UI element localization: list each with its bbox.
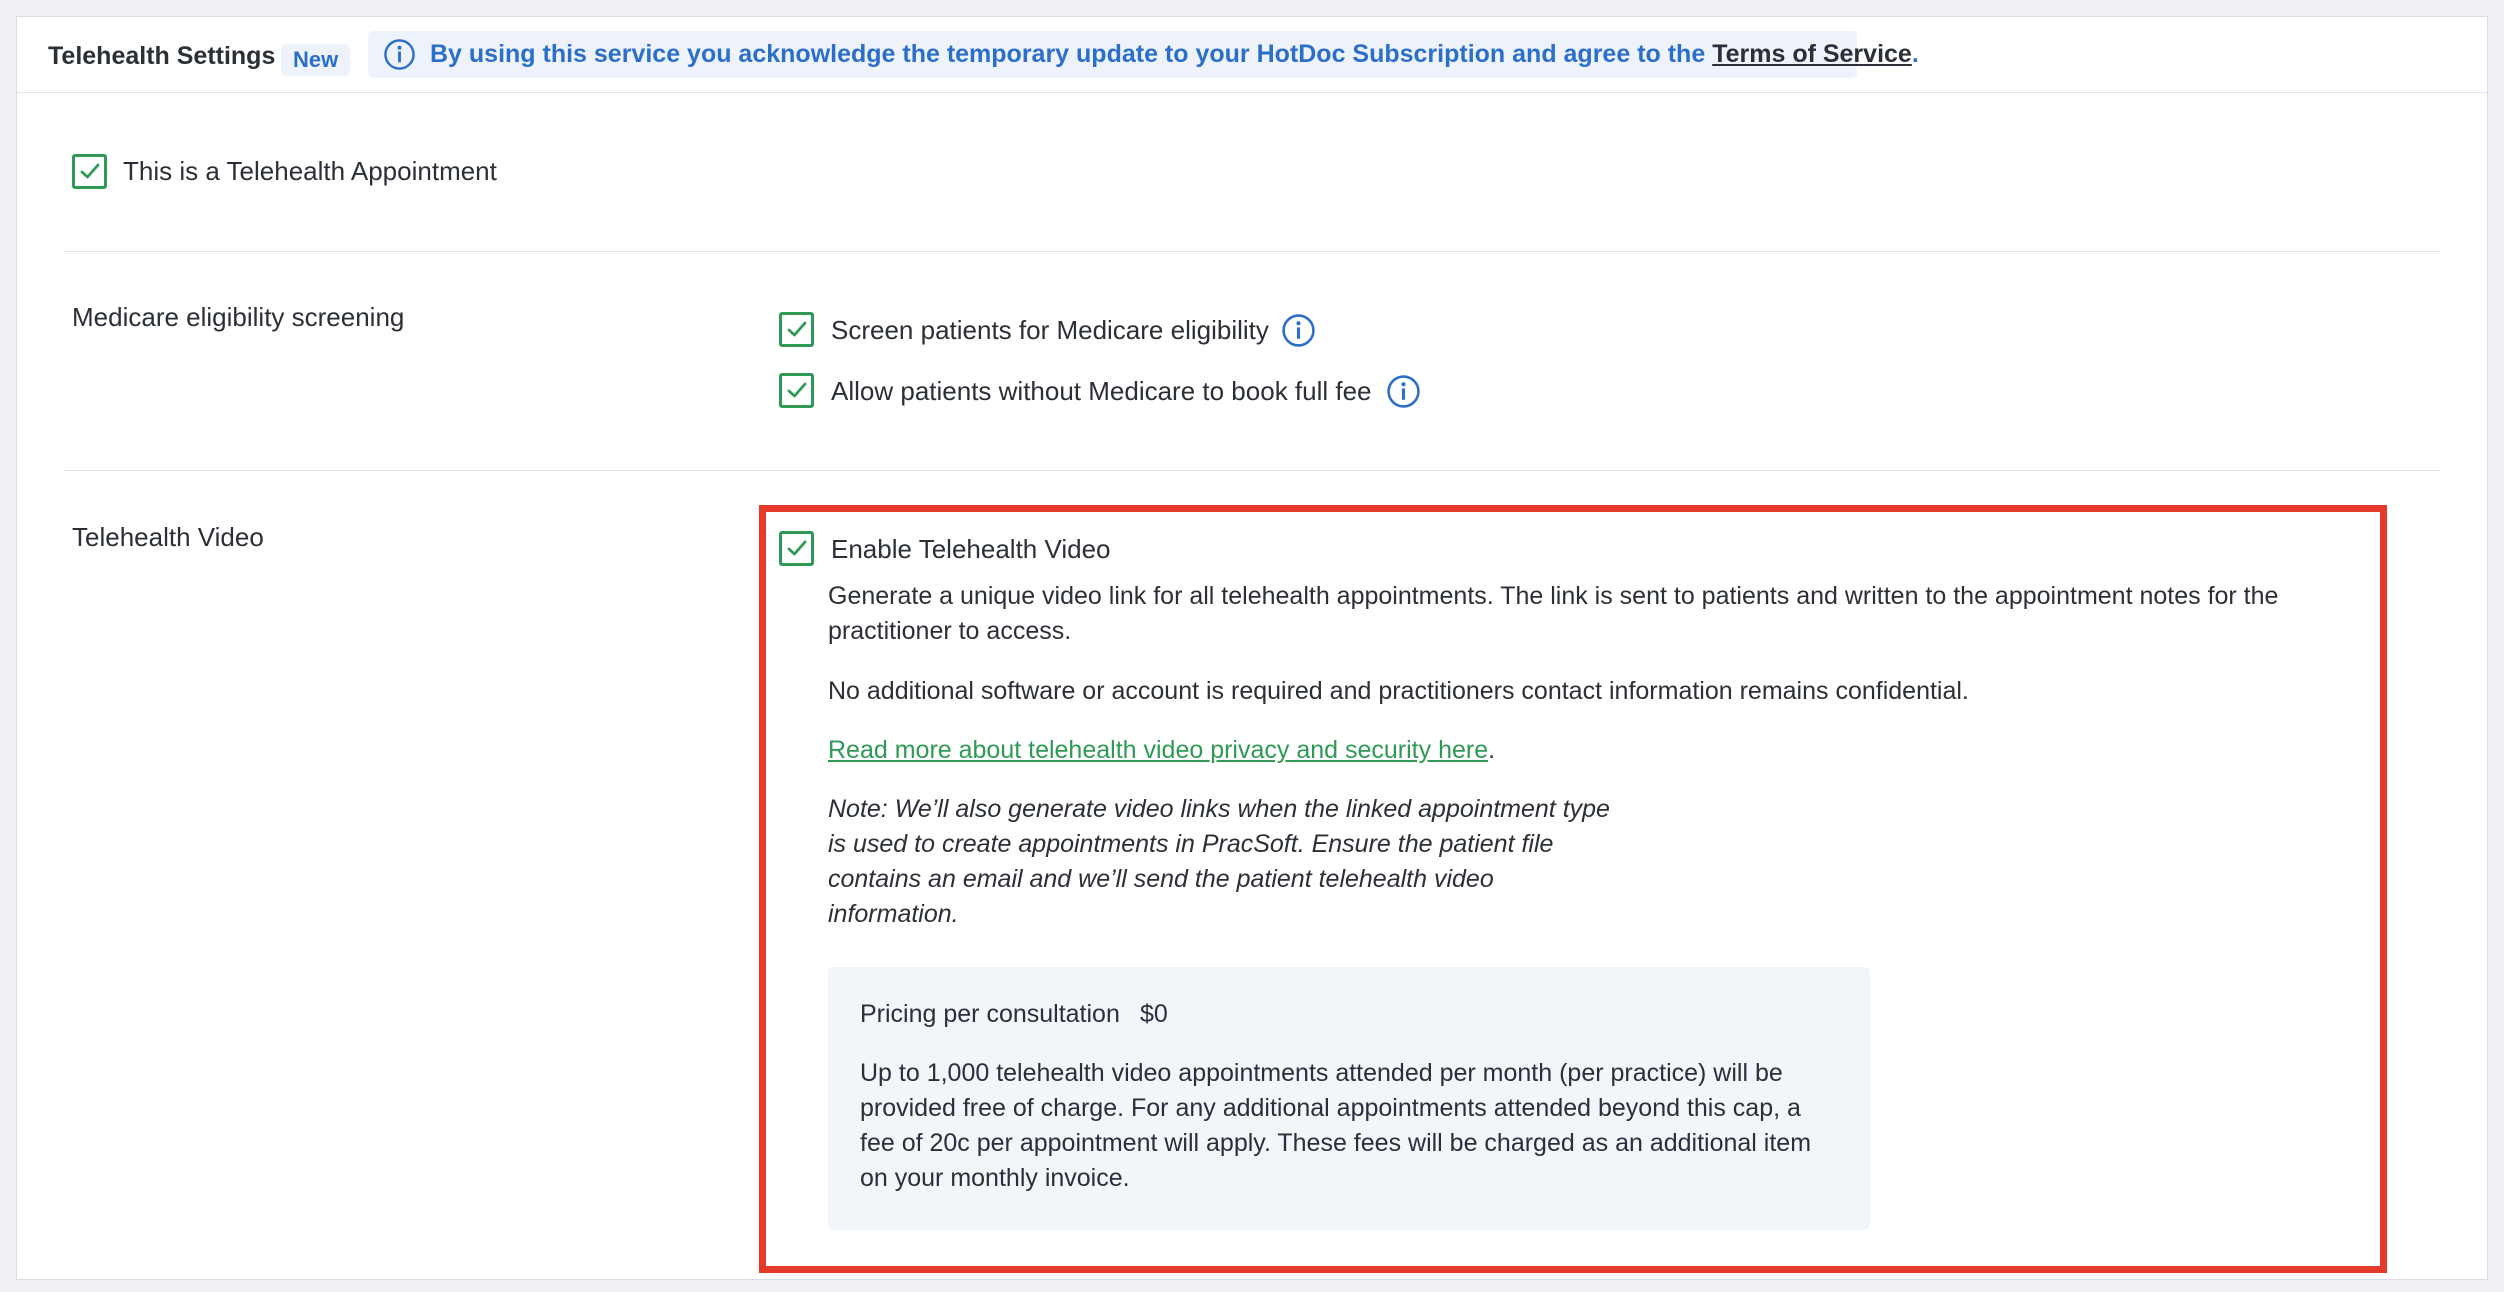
notice-text: By using this service you acknowledge the temporary update to your HotDoc Subscription and agree to the	[430, 40, 1713, 68]
notice-suffix: .	[1911, 40, 1919, 68]
info-icon	[383, 38, 416, 71]
info-icon[interactable]	[1281, 313, 1316, 348]
pricing-value: $0	[1140, 1000, 1168, 1028]
allow-without-medicare-checkbox[interactable]	[779, 373, 814, 408]
checkmark-icon	[787, 540, 807, 557]
privacy-security-link[interactable]: Read more about telehealth video privacy and security here	[828, 736, 1489, 764]
terms-of-service-link[interactable]: Terms of Service	[1712, 40, 1912, 68]
telehealth-appointment-checkbox[interactable]	[72, 154, 107, 189]
enable-telehealth-video-checkbox[interactable]	[779, 531, 814, 566]
no-software-text: No additional software or account is required and practitioners contact information remains confidential.	[828, 677, 1969, 705]
pracsoft-note: Note: We’ll also generate video links when the linked appointment type is used to create appointments in PracSoft. Ensure the patient file contains an email and we’ll send the patient telehealth video information.	[828, 795, 1610, 928]
pricing-panel	[828, 967, 1870, 1230]
video-description: Generate a unique video link for all telehealth appointments. The link is sent to patients and written to the appointment notes for the practitioner to access.	[828, 582, 2279, 645]
info-icon[interactable]	[1386, 374, 1421, 409]
settings-header	[17, 17, 2487, 93]
section-divider	[64, 470, 2441, 471]
allow-without-medicare-label[interactable]: Allow patients without Medicare to book full fee	[831, 376, 1372, 406]
screen-medicare-checkbox[interactable]	[779, 312, 814, 347]
new-badge: New	[281, 44, 350, 76]
privacy-suffix: .	[1488, 736, 1496, 764]
checkmark-icon	[787, 321, 807, 338]
enable-telehealth-video-label[interactable]: Enable Telehealth Video	[831, 534, 1111, 564]
checkmark-icon	[787, 382, 807, 399]
checkmark-icon	[80, 163, 100, 180]
terms-notice	[368, 31, 1919, 78]
pricing-label: Pricing per consultation	[860, 1000, 1120, 1028]
pricing-details: Up to 1,000 telehealth video appointments attended per month (per practice) will be provided free of charge. For any additional appointments attended beyond this cap, a fee of 20c per appointment will apply. These fees will be charged as an additional item on your monthly invoice.	[860, 1059, 1812, 1192]
section-divider	[64, 251, 2441, 252]
telehealth-settings-card	[16, 16, 2488, 1280]
medicare-section-label: Medicare eligibility screening	[72, 302, 405, 332]
privacy-paragraph	[828, 733, 1495, 768]
telehealth-appointment-label[interactable]: This is a Telehealth Appointment	[123, 156, 497, 186]
page-title: Telehealth Settings	[48, 42, 276, 70]
telehealth-video-section-label: Telehealth Video	[72, 522, 264, 552]
screen-medicare-label[interactable]: Screen patients for Medicare eligibility	[831, 315, 1269, 345]
